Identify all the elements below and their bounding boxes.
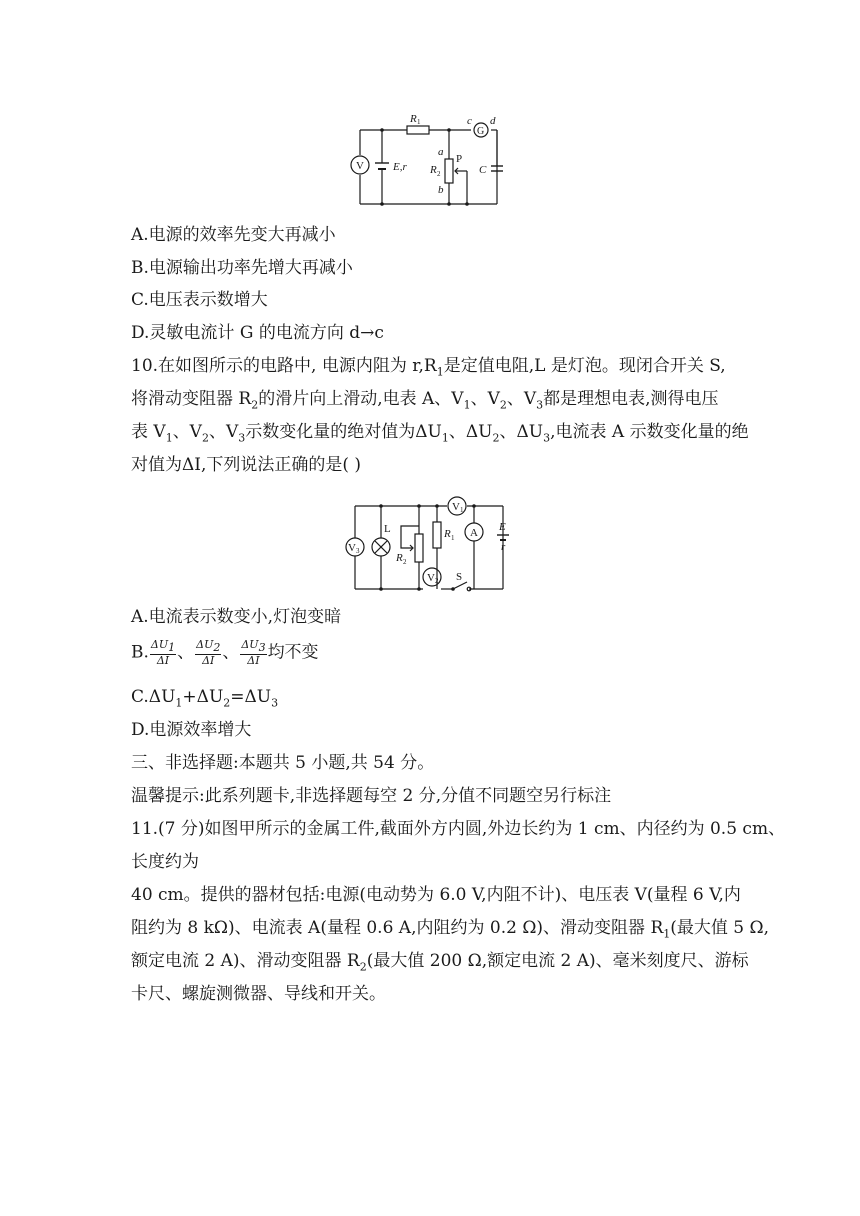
label-lamp: L [384,523,391,535]
section-three-hint: 温馨提示:此系列题卡,非选择题每空 2 分,分值不同题空另行标注 [131,786,612,806]
svg-text:1: 1 [451,534,455,542]
q10-stem-line4: 对值为ΔI,下列说法正确的是( ) [131,455,362,475]
svg-text:a: a [438,146,444,158]
svg-text:1: 1 [417,118,421,126]
svg-text:3: 3 [356,547,360,555]
section-three-title: 三、非选择题:本题共 5 小题,共 54 分。 [131,753,435,773]
circuit-diagram-q10 [343,492,515,594]
svg-text:2: 2 [435,577,439,585]
q10-option-c: $C.\Delta U_1+\Delta U_2=\Delta U_3$ [131,687,279,710]
q10-stem-line1: 10.在如图所示的电路中, 电源内阻为 $r,R_1$是定值电阻,L 是灯泡。现闭合开关 S, [131,356,726,379]
q10-option-d: D.电源效率增大 [131,720,252,740]
label-ammeter: A [470,527,478,539]
circuit-diagram-q9 [345,112,515,210]
label-emf-q10: E [499,521,506,533]
q11-line4: 阻约为 8 kΩ)、电流表 A(量程 0.6 A,内阻约为 0.2 Ω)、滑动变阻器 $R_1$(最大值 5 Ω, [131,918,770,941]
label-r2-q9: R [430,164,437,176]
q11-line2: 长度约为 [131,852,199,872]
label-r2-q10: R [396,552,403,564]
label-switch: S [456,571,463,583]
q11-line5: 额定电流 2 A)、滑动变阻器 $R_2$(最大值 200 Ω,额定电流 2 A)、毫米刻度尺、游标 [131,951,749,974]
q10-option-a: A.电流表示数变小,灯泡变暗 [131,607,342,627]
q9-option-b: B.电源输出功率先增大再减小 [131,258,353,278]
svg-text:c: c [467,115,472,127]
label-voltmeter-q9: V [356,160,364,172]
label-r1-q10: R [444,528,451,540]
q9-option-a: A.电源的效率先变大再减小 [131,225,336,245]
label-voltmeter-v2: V [427,572,435,584]
fraction-du1-di: $\frac{\Delta U_1}{\Delta I}$ [150,638,176,668]
q11-line3: 40 cm。提供的器材包括:电源(电动势为 6.0 V,内阻不计)、电压表 V(量程 6 V,内 [131,885,741,905]
label-capacitor: C [479,164,487,176]
label-r1-q9: R [410,113,417,125]
q11-line1: 11.(7 分)如图甲所示的金属工件,截面外方内圆,外边长约为 1 cm、内径约为 0.5 cm、 [131,819,786,839]
label-voltmeter-v3: V [348,542,356,554]
q9-option-c: C.电压表示数增大 [131,290,268,310]
fraction-du3-di: $\frac{\Delta U_3}{\Delta I}$ [241,638,266,668]
q10-stem-line2: 将滑动变阻器 $R_2$的滑片向上滑动,电表 A、$V_1$、$V_2$、$V_3$都是理想电表,测得电压 [131,389,719,412]
label-emf-q9: E,r [393,161,407,173]
label-internal-r: r [501,541,506,553]
q10-stem-line3: 表 $V_1$、$V_2$、$V_3$示数变化量的绝对值为$\Delta U_1$、$\Delta U_2$、$\Delta U_3$,电流表 A 示数变化量的绝 [131,422,749,445]
svg-text:2: 2 [437,170,441,178]
svg-text:b: b [438,184,444,196]
label-galvanometer: G [477,126,485,137]
svg-text:1: 1 [460,506,464,514]
q10-option-b: B. $\frac{\Delta U_1}{\Delta I}$ 、 $\frac{\Delta U_2}{\Delta I}$ 、 $\frac{\Delta U_3}{\Delta I}$ 均不变 [131,638,319,668]
svg-text:2: 2 [403,558,407,566]
svg-text:d: d [490,115,496,127]
fraction-du2-di: $\frac{\Delta U_2}{\Delta I}$ [196,638,221,668]
label-voltmeter-v1: V [452,501,460,513]
svg-text:P: P [456,153,463,165]
q11-line6: 卡尺、螺旋测微器、导线和开关。 [131,984,386,1004]
q9-option-d: D.灵敏电流计 G 的电流方向 d→c [131,323,384,343]
